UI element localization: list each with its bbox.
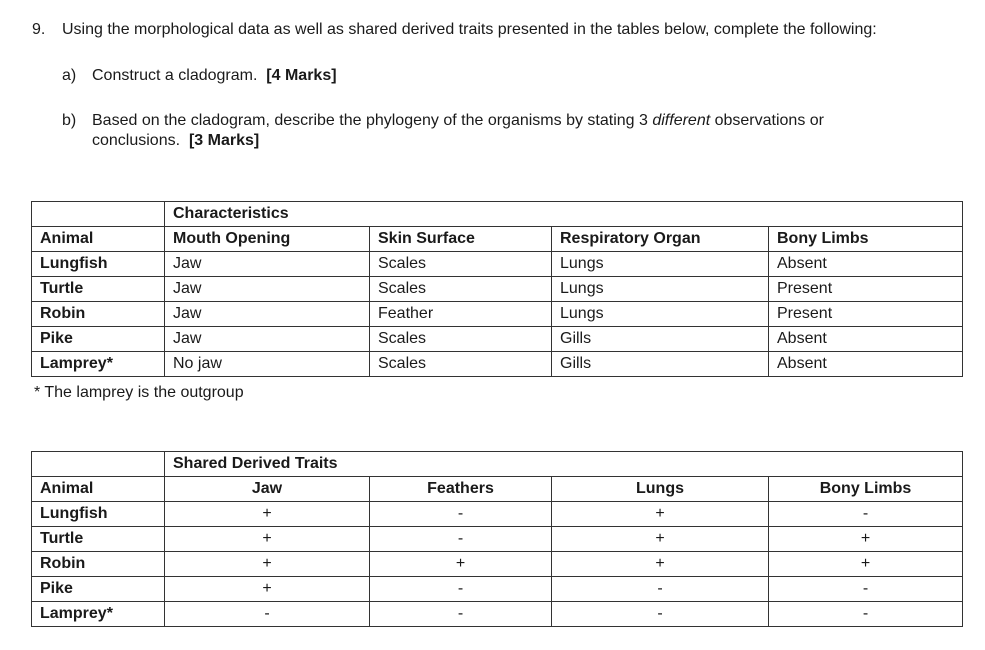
table-row — [32, 502, 963, 527]
table-cell: Feather — [370, 302, 552, 327]
table-row — [32, 277, 963, 302]
table-cell: - — [370, 502, 552, 527]
table-cell: Jaw — [165, 327, 370, 352]
table-row — [32, 602, 963, 627]
table-cell: + — [769, 552, 963, 577]
column-header: Animal — [32, 227, 165, 252]
shared-traits-table — [31, 451, 963, 627]
table-row — [32, 327, 963, 352]
question-number: 9. — [32, 21, 46, 38]
table-cell: - — [552, 577, 769, 602]
table-cell: Scales — [370, 327, 552, 352]
table-cell: Absent — [769, 252, 963, 277]
group-header-row — [32, 452, 963, 477]
question-part-a — [62, 66, 337, 86]
column-header-row — [32, 227, 963, 252]
group-header-cell: Shared Derived Traits — [165, 452, 963, 477]
table-cell: Scales — [370, 352, 552, 377]
column-header: Mouth Opening — [165, 227, 370, 252]
column-header: Animal — [32, 477, 165, 502]
table-cell: + — [165, 577, 370, 602]
group-header-cell: Characteristics — [165, 202, 963, 227]
part-a-marks: [4 Marks] — [266, 67, 337, 84]
table-cell: - — [769, 602, 963, 627]
animal-name-cell: Turtle — [32, 527, 165, 552]
animal-name-cell: Robin — [32, 302, 165, 327]
table-cell: + — [552, 502, 769, 527]
animal-name-cell: Pike — [32, 577, 165, 602]
animal-name-cell: Lungfish — [32, 252, 165, 277]
table-cell: Lungs — [552, 277, 769, 302]
table-cell: Jaw — [165, 302, 370, 327]
part-b-line2 — [62, 131, 912, 151]
column-header: Bony Limbs — [769, 477, 963, 502]
question-stem — [32, 20, 877, 40]
table-cell: + — [552, 527, 769, 552]
part-b-label: b) — [62, 112, 77, 129]
animal-name-cell: Robin — [32, 552, 165, 577]
table-cell: + — [552, 552, 769, 577]
table-cell: Absent — [769, 327, 963, 352]
table1-footnote: * The lamprey is the outgroup — [34, 384, 244, 401]
table-row — [32, 552, 963, 577]
blank-cell — [32, 202, 165, 227]
characteristics-table-body — [32, 202, 963, 377]
animal-name-cell: Lamprey* — [32, 352, 165, 377]
table-cell: Lungs — [552, 252, 769, 277]
table-cell: + — [370, 552, 552, 577]
table-row — [32, 302, 963, 327]
table-row — [32, 577, 963, 602]
table-cell: - — [552, 602, 769, 627]
characteristics-table — [31, 201, 963, 377]
table-cell: + — [769, 527, 963, 552]
animal-name-cell: Pike — [32, 327, 165, 352]
table-cell: Gills — [552, 327, 769, 352]
table-cell: Present — [769, 277, 963, 302]
animal-name-cell: Lamprey* — [32, 602, 165, 627]
table-cell: Scales — [370, 252, 552, 277]
table-cell: Jaw — [165, 277, 370, 302]
question-part-b — [62, 111, 912, 151]
table-row — [32, 252, 963, 277]
column-header: Jaw — [165, 477, 370, 502]
column-header: Bony Limbs — [769, 227, 963, 252]
column-header: Feathers — [370, 477, 552, 502]
group-header-row — [32, 202, 963, 227]
part-b-text-before: Based on the cladogram, describe the phylogeny of the organisms by stating 3 — [92, 112, 653, 129]
question-text: Using the morphological data as well as shared derived traits presented in the tables below, complete the following: — [62, 21, 877, 38]
part-b-text-after: observations or — [710, 112, 824, 129]
table-cell: Scales — [370, 277, 552, 302]
table-cell: - — [165, 602, 370, 627]
table-cell: - — [370, 527, 552, 552]
blank-cell — [32, 452, 165, 477]
animal-name-cell: Lungfish — [32, 502, 165, 527]
column-header: Respiratory Organ — [552, 227, 769, 252]
column-header: Lungs — [552, 477, 769, 502]
table-row — [32, 527, 963, 552]
column-header-row — [32, 477, 963, 502]
table-cell: + — [165, 527, 370, 552]
part-a-text: Construct a cladogram. — [92, 67, 258, 84]
part-a-label: a) — [62, 67, 77, 84]
table-cell: - — [769, 502, 963, 527]
table-cell: - — [769, 577, 963, 602]
table-row — [32, 352, 963, 377]
table-cell: Gills — [552, 352, 769, 377]
table-cell: Lungs — [552, 302, 769, 327]
part-b-text-em: different — [652, 112, 711, 129]
table-cell: + — [165, 502, 370, 527]
shared-traits-table-body — [32, 452, 963, 627]
table-cell: Absent — [769, 352, 963, 377]
part-b-marks: [3 Marks] — [188, 132, 260, 149]
table-cell: Jaw — [165, 252, 370, 277]
table-cell: - — [370, 602, 552, 627]
table-cell: Present — [769, 302, 963, 327]
animal-name-cell: Turtle — [32, 277, 165, 302]
table-cell: + — [165, 552, 370, 577]
column-header: Skin Surface — [370, 227, 552, 252]
table-cell: - — [370, 577, 552, 602]
table-cell: No jaw — [165, 352, 370, 377]
part-b-text-line2: conclusions. — [92, 132, 181, 149]
